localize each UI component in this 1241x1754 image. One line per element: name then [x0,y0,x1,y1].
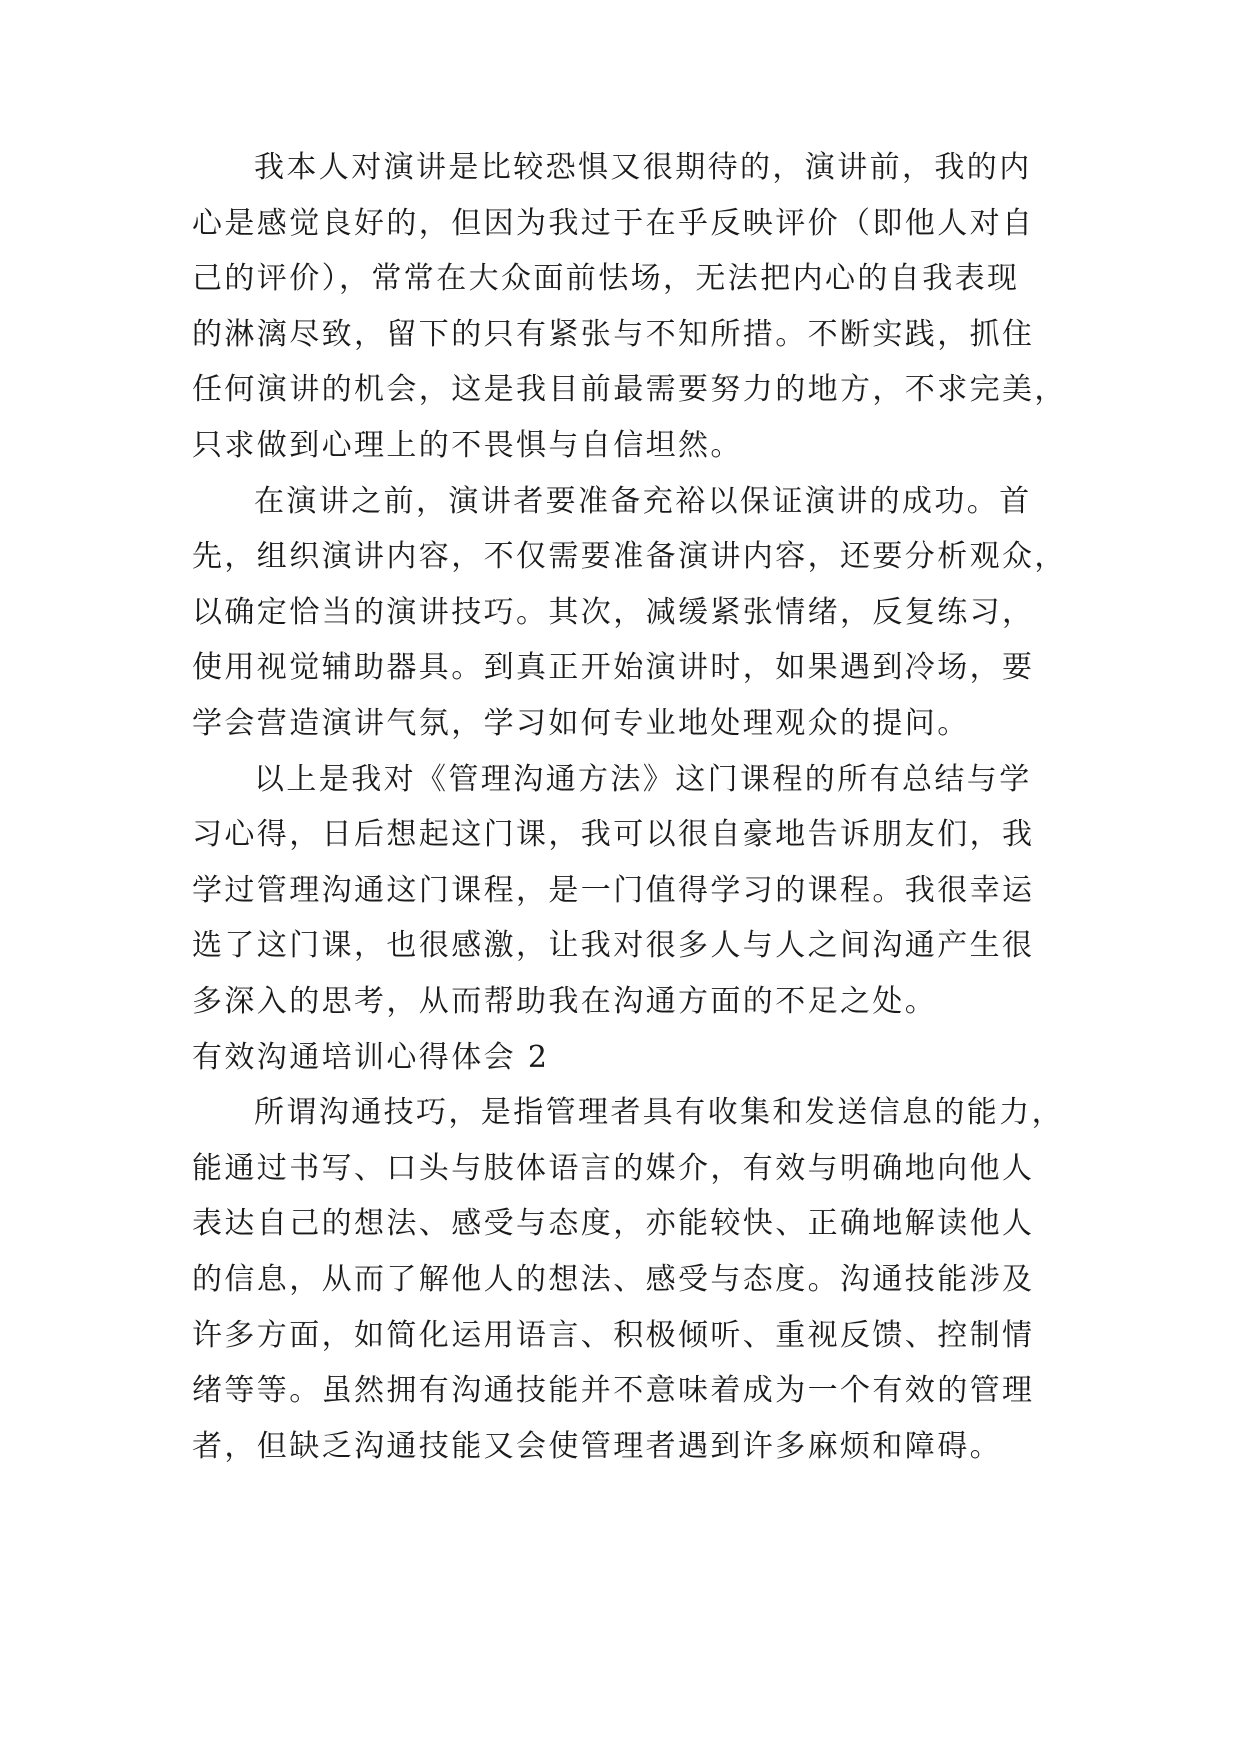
text-line: 的信息，从而了解他人的想法、感受与态度。沟通技能涉及 [192,1262,1035,1297]
text-line: 选了这门课，也很感激，让我对很多人与人之间沟通产生很 [192,928,1035,964]
text-line: 许多方面，如简化运用语言、积极倾听、重视反馈、控制情 [192,1317,1035,1353]
text-line: 多深入的思考，从而帮助我在沟通方面的不足之处。 [192,984,938,1019]
text-line: 绪等等。虽然拥有沟通技能并不意味着成为一个有效的管理 [192,1373,1035,1409]
text-line: 以上是我对《管理沟通方法》这门课程的所有总结与学 [254,761,1032,797]
text-line: 学过管理沟通这门课程，是一门值得学习的课程。我很幸运 [192,872,1035,908]
text-line: 的淋漓尽致，留下的只有紧张与不知所措。不断实践，抓住 [192,316,1035,352]
section-heading: 有效沟通培训心得体会 2 [192,1039,550,1075]
text-line: 表达自己的想法、感受与态度，亦能较快、正确地解读他人 [192,1206,1035,1242]
text-line: 己的评价），常常在大众面前怯场，无法把内心的自我表现 [192,261,1020,297]
text-line: 学会营造演讲气氛，学习如何专业地处理观众的提问。 [192,706,970,741]
text-line: 只求做到心理上的不畏惧与自信坦然。 [192,428,743,463]
text-line: 习心得，日后想起这门课，我可以很自豪地告诉朋友们，我 [192,817,1035,853]
text-line: 任何演讲的机会，这是我目前最需要努力的地方，不求完美， [192,372,1067,408]
text-line: 先，组织演讲内容，不仅需要准备演讲内容，还要分析观众， [192,539,1067,575]
text-line: 能通过书写、口头与肢体语言的媒介，有效与明确地向他人 [192,1150,1035,1186]
text-line: 所谓沟通技巧，是指管理者具有收集和发送信息的能力， [254,1095,1064,1131]
text-line: 以确定恰当的演讲技巧。其次，减缓紧张情绪，反复练习， [192,594,1035,630]
text-line: 我本人对演讲是比较恐惧又很期待的，演讲前，我的内 [254,150,1032,185]
text-line: 在演讲之前，演讲者要准备充裕以保证演讲的成功。首 [254,483,1032,519]
text-line: 者，但缺乏沟通技能又会使管理者遇到许多麻烦和障碍。 [192,1428,1002,1464]
text-line: 心是感觉良好的，但因为我过于在乎反映评价（即他人对自 [192,205,1035,241]
text-line: 使用视觉辅助器具。到真正开始演讲时，如果遇到冷场，要 [192,650,1035,686]
